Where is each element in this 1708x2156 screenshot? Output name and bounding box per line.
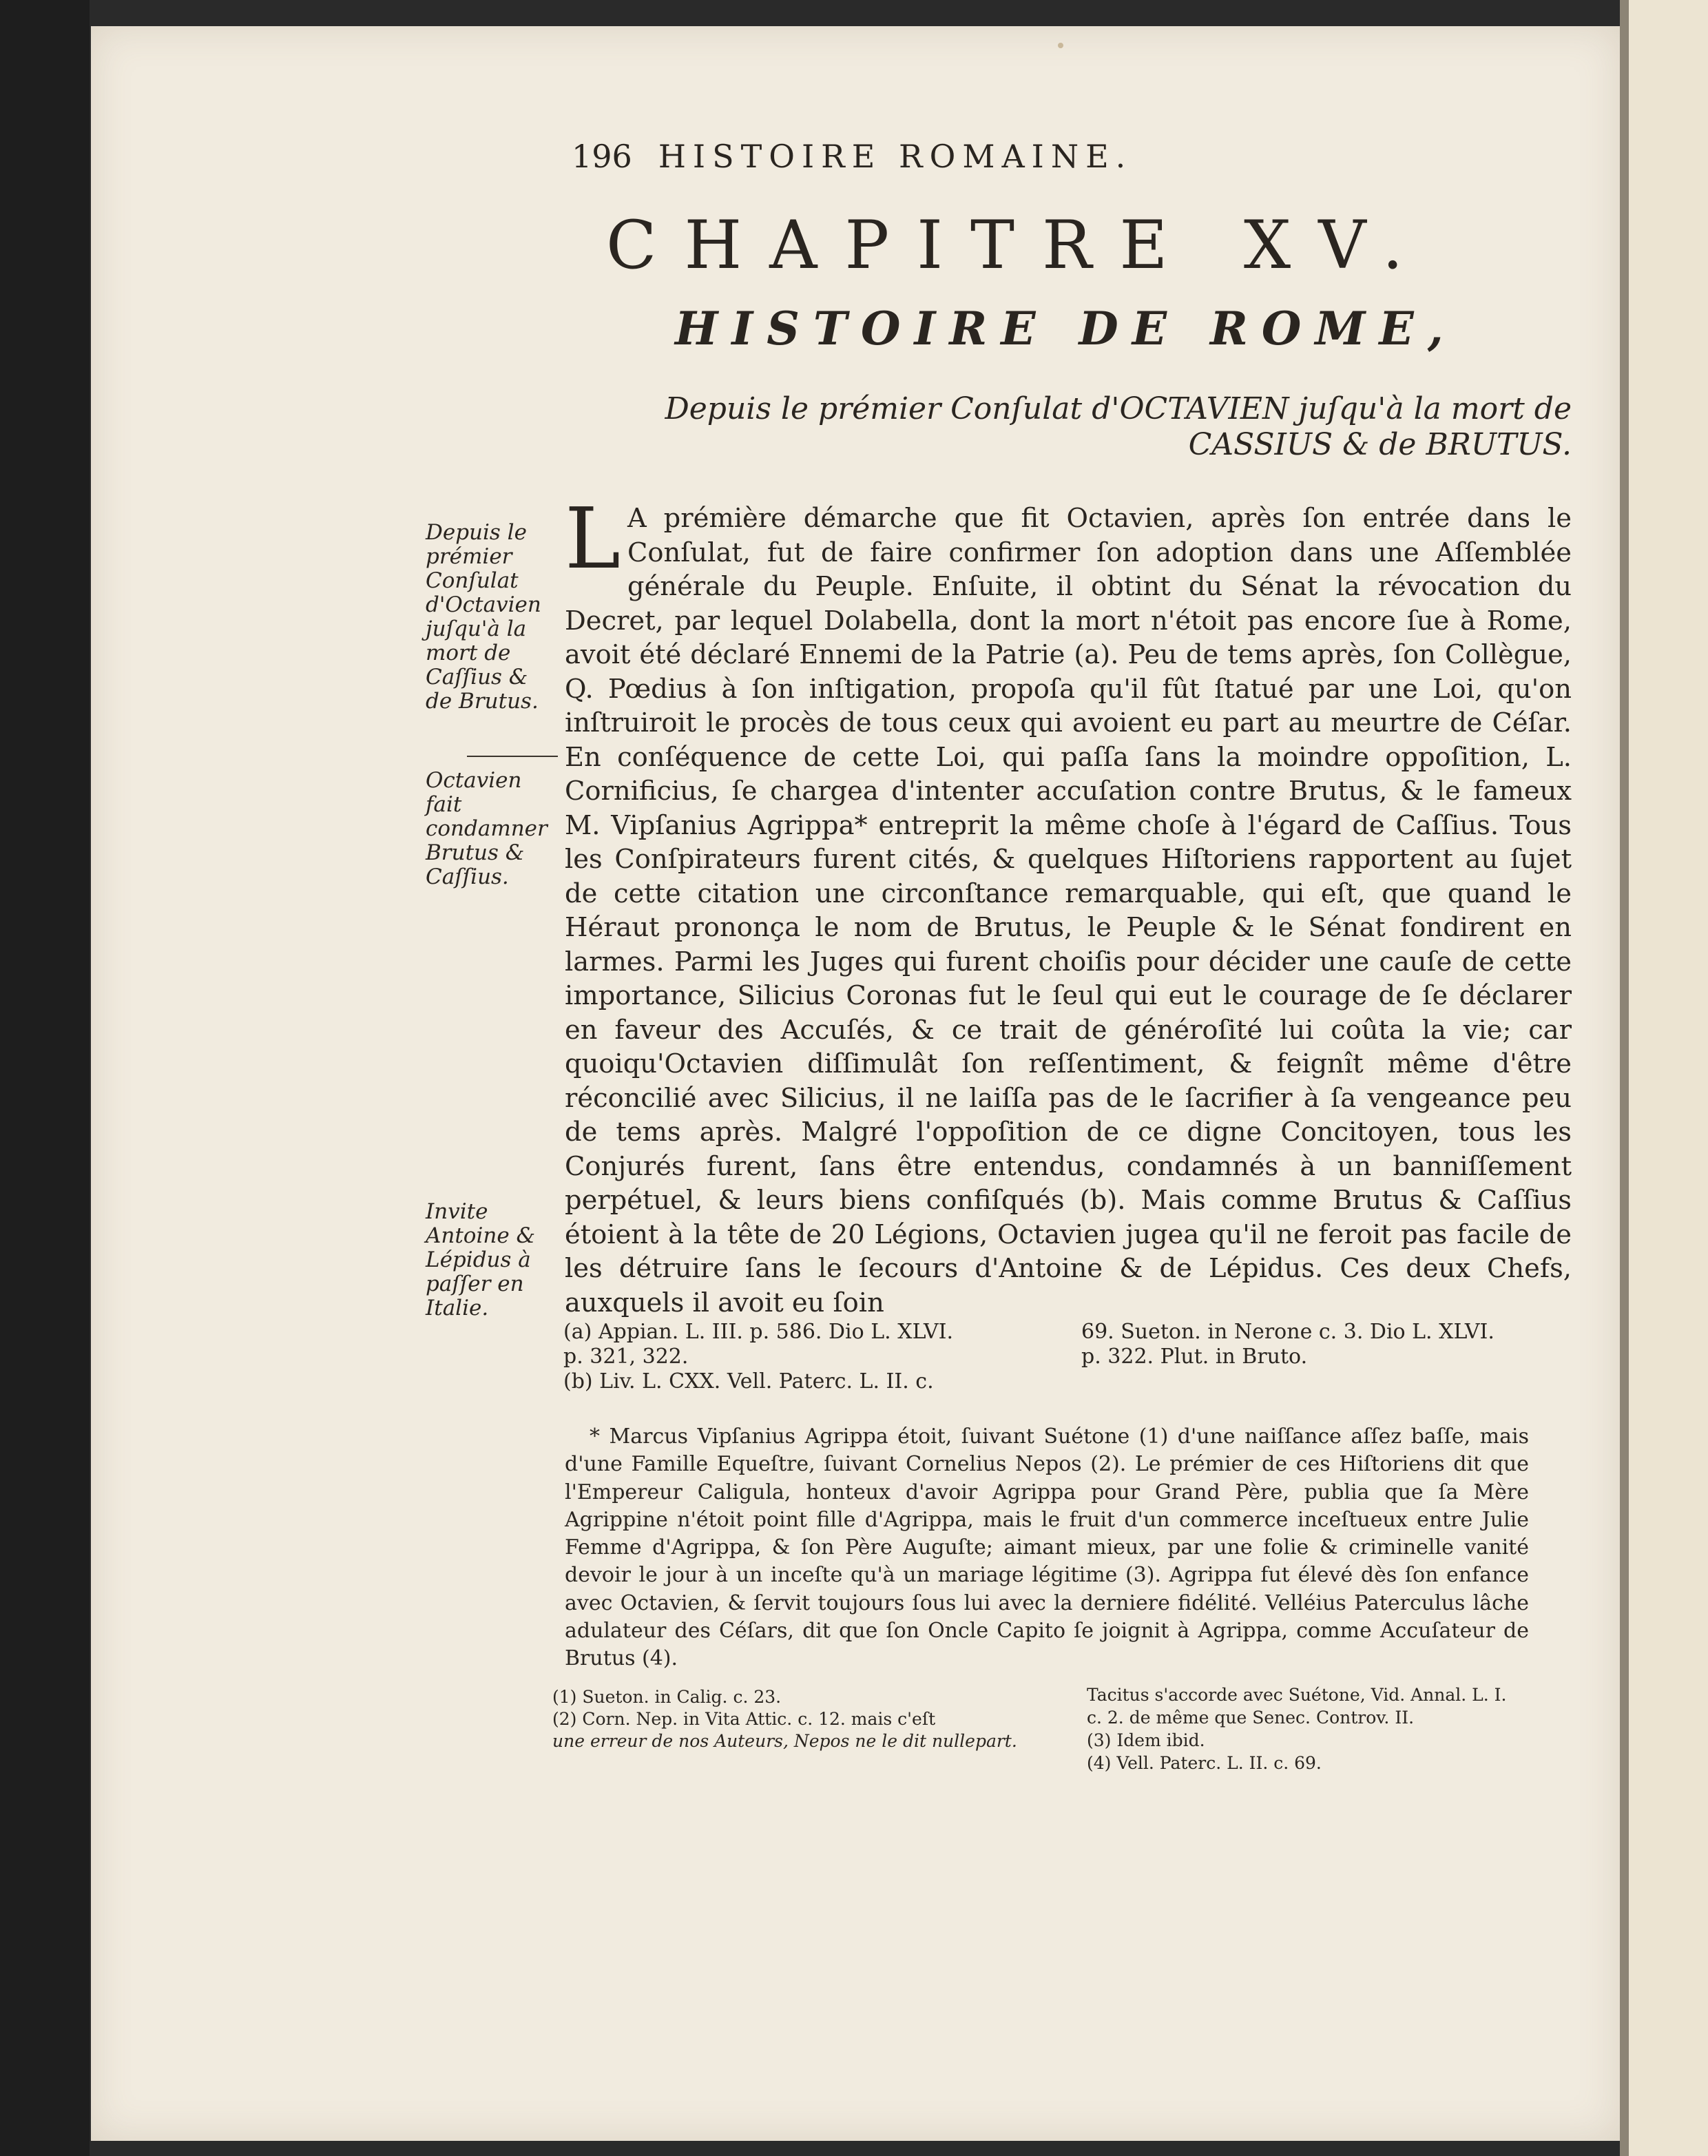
sub-footnote-tacitus-cont: c. 2. de même que Senec. Controv. II. xyxy=(1087,1708,1415,1728)
main-text xyxy=(565,490,1572,1320)
main-paragraph: A prémière démarche que fit Octavien, après ſon entrée dans le Conſulat, fut de faire confirmer ſon adoption dans une Aſſemblée générale du Peuple. Enſuite, il obtint du Sénat la révocation du Decret, par lequel Dolabella, dont la mort n'étoit pas encore ſue à Rome, avoit été déclaré Ennemi de la Patrie (a). Peu de tems après, ſon Collègue, Q. Pœdius à ſon inſtigation, propoſa qu'il fût ſtatué par une Loi, qu'on inſtruiroit le procès de tous ceux qui avoient eu part au meurtre de Céſar. En conſéquence de cette Loi, qui paſſa ſans la moindre oppoſition, L. Cornificius, ſe chargea d'intenter accuſation contre Brutus, & le fameux M. Vipſanius Agrippa* entreprit la même choſe à l'égard de Caſſius. Tous les Conſpirateurs furent cités, & quelques Hiſtoriens rapportent au ſujet de cette citation une circonſtance remarquable, qui eſt, que quand le Héraut prononça le nom de Brutus, le Peuple & le Sénat fondirent en larmes. Parmi les Juges qui furent choiſis pour décider une cauſe de cette importance, Silicius Coronas fut le ſeul qui eut le courage de ſe déclarer en faveur des Accuſés, & ce trait de généroſité lui coûta la vie; car quoiqu'Octavien diſſimulât ſon reſſentiment, & feignît même d'être réconcilié avec Silicius, il ne laiſſa pas de le ſacrifier à ſa vengeance peu de tems après. Malgré l'oppoſition de ce digne Concitoyen, tous les Conjurés furent, ſans être entendus, condamnés à un banniſſement perpétuel, & leurs biens confiſqués (b). Mais comme Brutus & Caſſius étoient à la tête de 20 Légions, Octavien jugea qu'il ne feroit pas facile de les détruire ſans le ſecours d'Antoine & de Lépidus. Ces deux Chefs, auxquels il avoit eu ſoin xyxy=(565,503,1572,1318)
page-number: 196 xyxy=(572,138,632,175)
scan-background-left xyxy=(0,0,90,2156)
sub-footnote-2-cont: une erreur de nos Auteurs, Nepos ne le dit nullepart. xyxy=(552,1731,1017,1751)
running-title: HISTOIRE ROMAINE. xyxy=(658,138,1133,175)
asterisk-note: * Marcus Vipſanius Agrippa étoit, ſuivant Suétone (1) d'une naiſſance aſſez baſſe, mais d'une Famille Equeſtre, ſuivant Cornelius Nepos (2). Le prémier de ces Hiſtoriens dit que l'Empereur Caligula, honteux d'avoir Agrippa pour Grand Père, publia que ſa Mère Agrippine n'étoit point fille d'Agrippa, mais le fruit d'un commerce inceſtueux entre Julie Femme d'Agrippa, & ſon Père Auguſte; aimant mieux, par une folie & criminelle vanité devoir le jour à un inceſte qu'à un mariage légitime (3). Agrippa fut élevé dès ſon enfance avec Octavien, & ſervit toujours ſous lui avec la derniere fidélité. Velléius Paterculus lâche adulateur des Céſars, dit que ſon Oncle Capito ſe joignit à Agrippa, comme Accuſateur de Brutus (4). xyxy=(565,1424,1529,1671)
sub-footnote-4: (4) Vell. Paterc. L. II. c. 69. xyxy=(1087,1753,1322,1773)
drop-cap: L xyxy=(565,490,621,588)
footnote-a: (a) Appian. L. III. p. 586. Dio L. XLVI. xyxy=(563,1320,954,1344)
intro-line-1: Depuis le prémier Conſulat d'OCTAVIEN juſqu'à la mort de xyxy=(665,391,1572,426)
sub-footnote-2: (2) Corn. Nep. in Vita Attic. c. 12. mais c'eſt xyxy=(552,1709,936,1729)
margin-note: Depuis le prémier Conſulat d'Octavien juſqu'à la mort de Caſſius & de Brutus. xyxy=(426,520,541,714)
margin-note: Invite Antoine & Lépidus à paſſer en Italie. xyxy=(426,1199,536,1320)
footnote-a-right-cont: p. 322. Plut. in Bruto. xyxy=(1081,1345,1308,1369)
chapter-heading: CHAPITRE XV. xyxy=(606,207,1431,284)
footnote-b: (b) Liv. L. CXX. Vell. Paterc. L. II. c. xyxy=(563,1369,934,1393)
footnotes-left xyxy=(563,1320,953,1394)
running-head xyxy=(572,138,1132,175)
intro-line-2: CASSIUS & de BRUTUS. xyxy=(1188,427,1572,462)
chapter-subtitle: HISTOIRE DE ROME, xyxy=(675,302,1457,355)
facing-page-edge xyxy=(1629,0,1708,2156)
margin-divider xyxy=(467,756,558,757)
sub-footnotes-right xyxy=(1087,1683,1541,1774)
margin-note: Octavien fait condamner Brutus & Caſſius. xyxy=(426,768,548,889)
book-gutter xyxy=(1620,0,1629,2156)
footnotes-right xyxy=(1081,1320,1494,1369)
sub-footnote-3: (3) Idem ibid. xyxy=(1087,1730,1205,1750)
paper-stain xyxy=(1058,43,1063,48)
chapter-intro xyxy=(572,391,1572,463)
footnote-a-right: 69. Sueton. in Nerone c. 3. Dio L. XLVI. xyxy=(1081,1320,1494,1344)
sub-footnote-1: (1) Sueton. in Calig. c. 23. xyxy=(552,1687,782,1707)
sub-footnotes-left xyxy=(552,1686,1062,1752)
sub-footnote-tacitus: Tacitus s'accorde avec Suétone, Vid. Annal. L. I. xyxy=(1087,1685,1507,1705)
footnote-a-cont: p. 321, 322. xyxy=(563,1345,689,1369)
